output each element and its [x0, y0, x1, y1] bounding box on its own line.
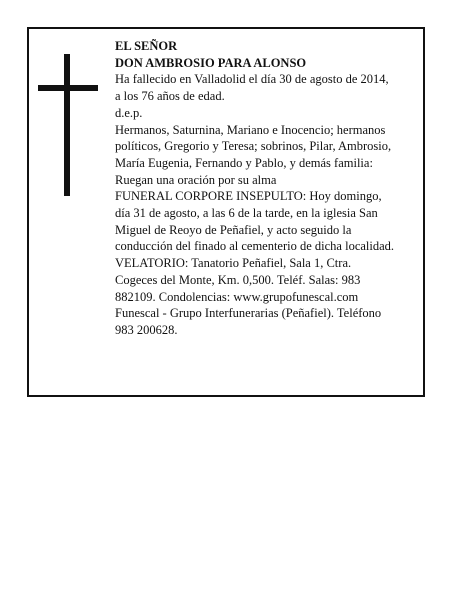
wake-line-1: VELATORIO: Tanatorio Peñafiel, Sala 1, Ctra.: [115, 256, 352, 271]
latin-cross-icon: [38, 54, 98, 196]
cross-vertical-bar: [64, 54, 70, 196]
rip-text: d.e.p.: [115, 105, 143, 120]
deceased-name: DON AMBROSIO PARA ALONSO: [115, 55, 307, 70]
funeral-line-3: Miguel de Reoyo de Peñafiel, y acto seguido la: [115, 222, 352, 237]
wake-line-2: Cogeces del Monte, Km. 0,500. Teléf. Salas: 983: [115, 272, 361, 287]
funeral-line-4: conducción del finado al cementerio de dicha localidad.: [115, 239, 395, 254]
obituary-text: [115, 38, 418, 339]
funeral-line-2: día 31 de agosto, a las 6 de la tarde, en la iglesia San: [115, 206, 378, 221]
family-line-3: María Eugenia, Fernando y Pablo, y demás familia:: [115, 155, 373, 170]
funeral-home-line-1: Funescal - Grupo Interfunerarias (Peñafiel). Teléfono: [115, 306, 382, 321]
death-line-1: Ha fallecido en Valladolid el día 30 de agosto de 2014,: [115, 72, 389, 87]
deceased-title: EL SEÑOR: [115, 39, 178, 53]
family-line-1: Hermanos, Saturnina, Mariano e Inocencio; hermanos: [115, 122, 386, 137]
family-line-2: políticos, Gregorio y Teresa; sobrinos, Pilar, Ambrosio,: [115, 139, 392, 154]
funeral-line-1: FUNERAL CORPORE INSEPULTO: Hoy domingo,: [115, 189, 382, 204]
death-line-2: a los 76 años de edad.: [115, 89, 225, 104]
wake-line-3: 882109. Condolencias: www.grupofunescal.com: [115, 289, 359, 304]
cross-horizontal-bar: [38, 85, 98, 91]
prayer-request: Ruegan una oración por su alma: [115, 172, 277, 187]
funeral-home-line-2: 983 200628.: [115, 322, 178, 337]
